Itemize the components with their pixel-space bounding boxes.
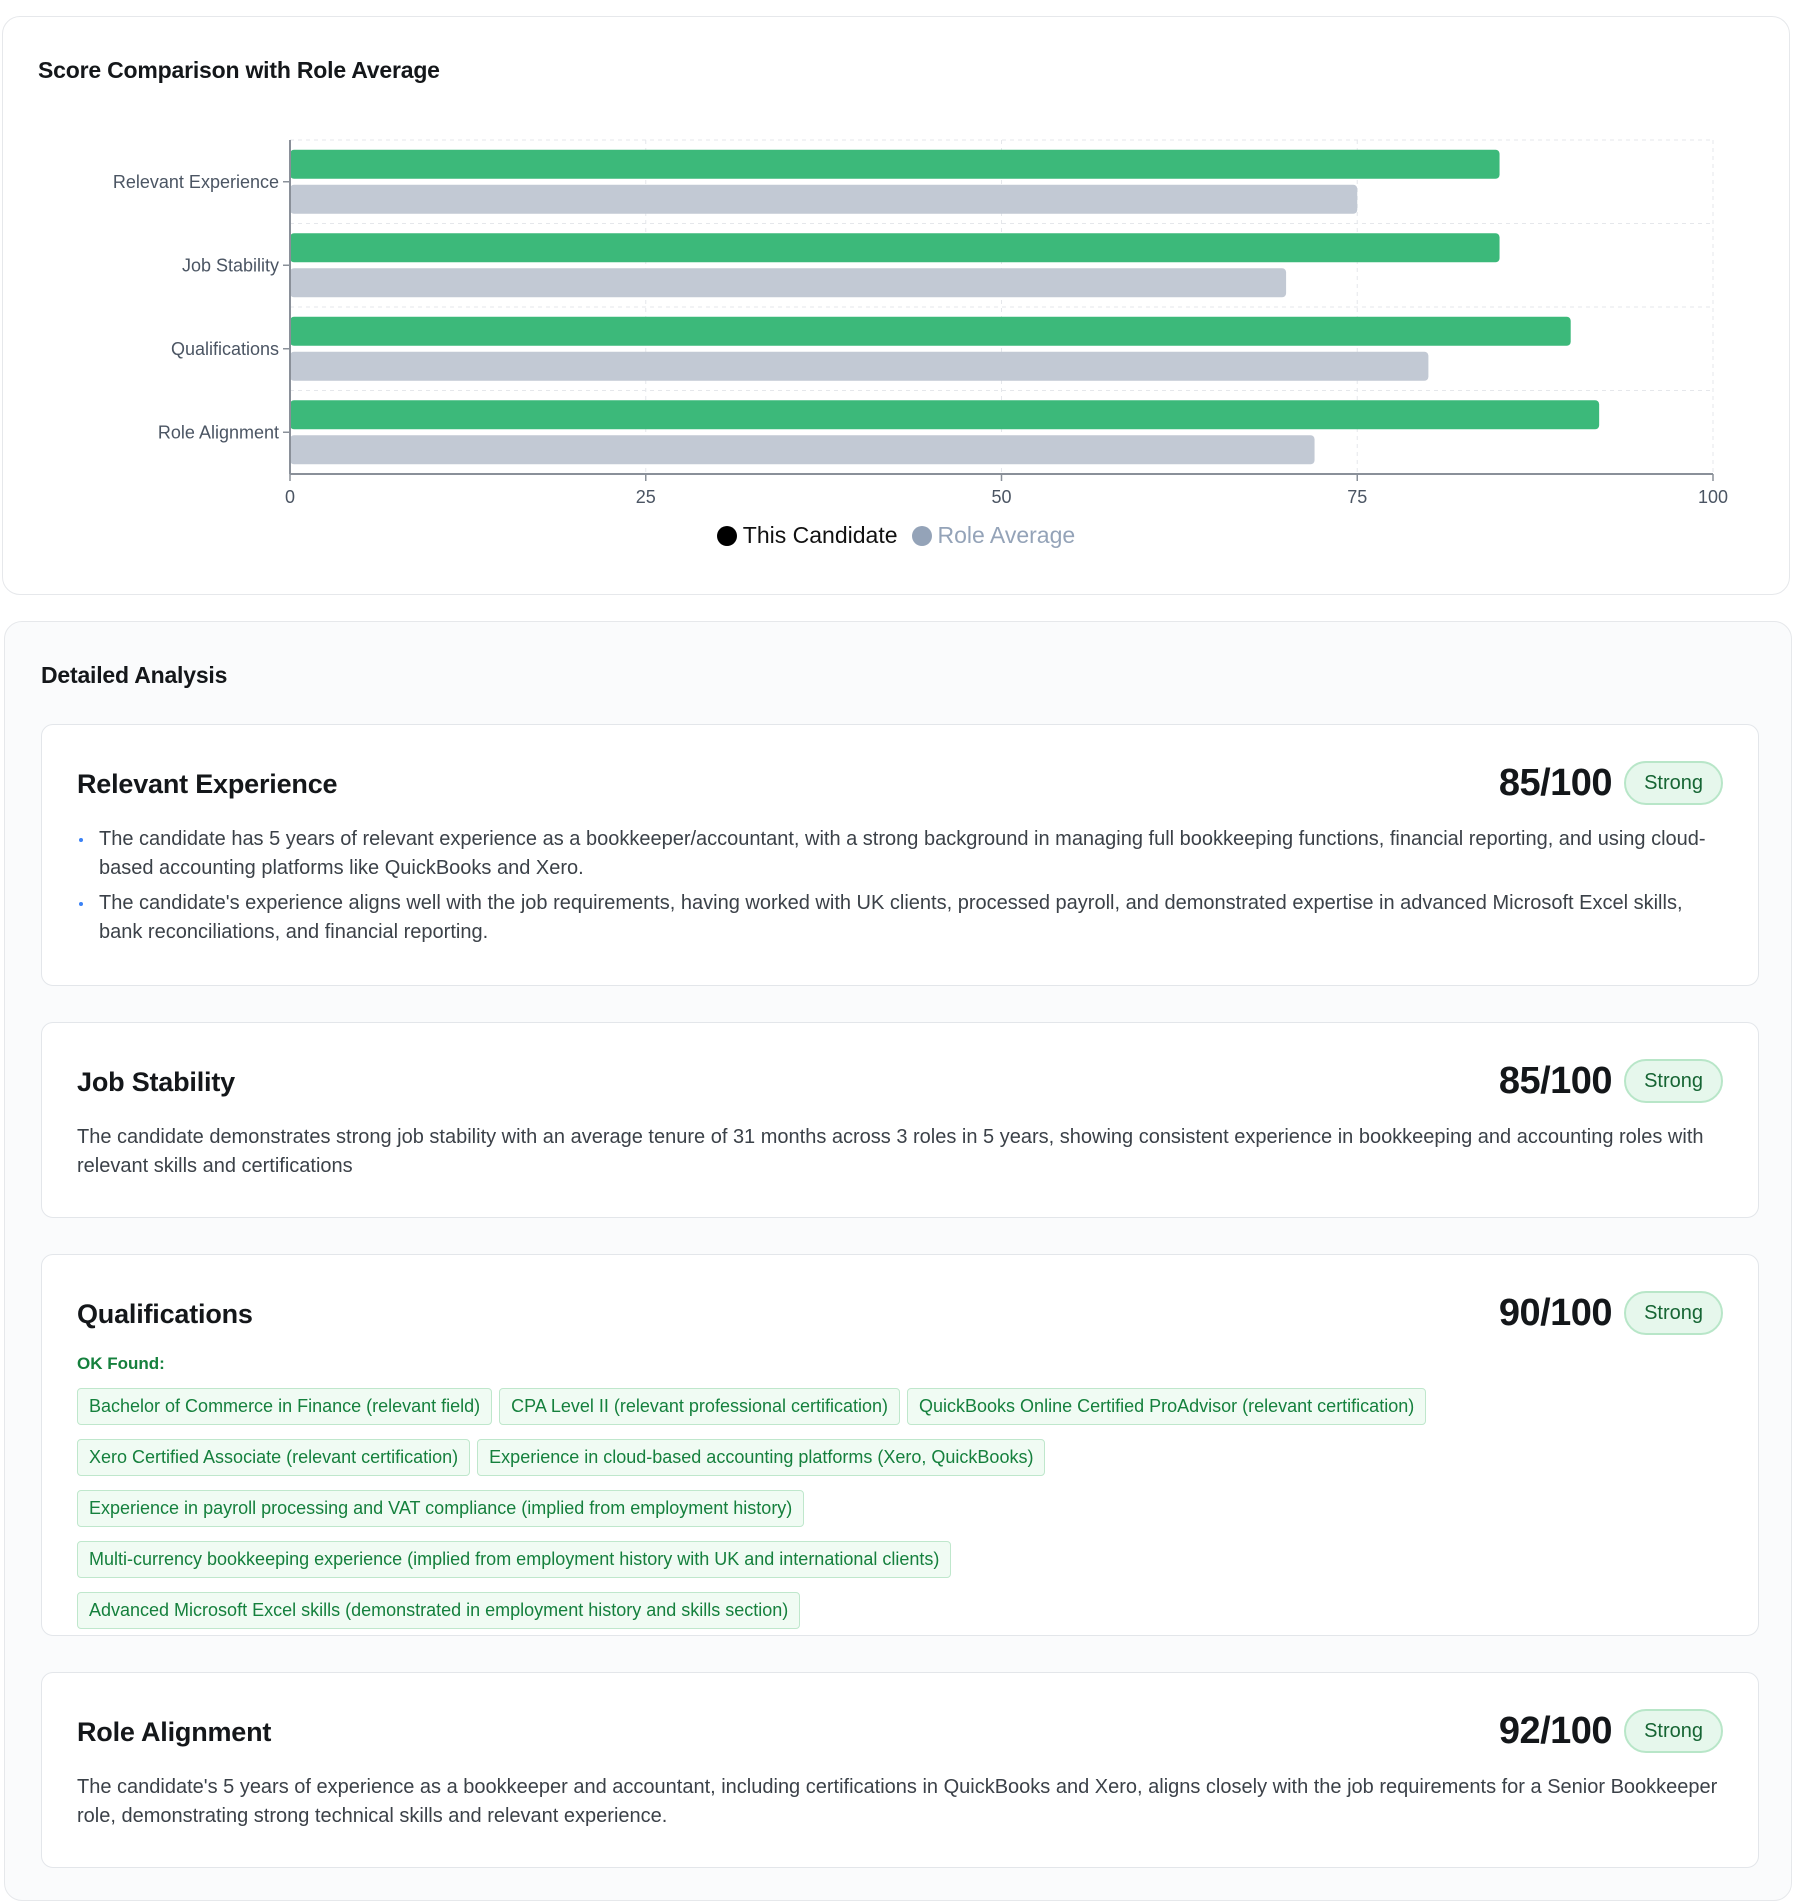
bar-role-average xyxy=(290,435,1315,464)
analysis-title: Detailed Analysis xyxy=(41,662,228,688)
section-text: The candidate's 5 years of experience as a bookkeeper and accountant, including certifications in QuickBooks and Xero, aligns closely with the job requirements for a Senior Bookkeeper role, demonstrating strong technical skills and relevant experience. xyxy=(77,1776,1718,1827)
detailed-analysis-card xyxy=(4,621,1792,1901)
qualification-tags xyxy=(77,1388,1497,1629)
legend-item-role-average[interactable] xyxy=(912,522,1076,549)
legend-label: Role Average xyxy=(937,522,1076,548)
section-qualifications xyxy=(41,1254,1759,1636)
section-score: 90/100 xyxy=(1498,1291,1613,1334)
bar-this-candidate xyxy=(290,400,1599,429)
section-role-alignment xyxy=(41,1672,1759,1868)
x-tick-label: 100 xyxy=(1697,487,1729,507)
y-tick-label: Relevant Experience xyxy=(112,171,279,192)
legend-dot-icon xyxy=(912,526,932,546)
score-comparison-card xyxy=(2,16,1790,595)
y-tick-label: Qualifications xyxy=(170,338,279,359)
status-badge: Strong xyxy=(1624,761,1723,805)
found-label: OK Found: xyxy=(77,1354,165,1373)
bar-this-candidate xyxy=(290,150,1500,179)
section-score: 85/100 xyxy=(1498,761,1613,804)
qualification-tag: Advanced Microsoft Excel skills (demonstrated in employment history and skills section) xyxy=(77,1592,800,1629)
score-bar-chart xyxy=(3,17,1791,596)
qualification-tag: QuickBooks Online Certified ProAdvisor (relevant certification) xyxy=(907,1388,1426,1425)
section-title: Qualifications xyxy=(77,1299,253,1329)
status-badge: Strong xyxy=(1624,1059,1723,1103)
qualification-tag: Experience in payroll processing and VAT compliance (implied from employment history) xyxy=(77,1490,804,1527)
x-tick-label: 25 xyxy=(635,487,656,507)
section-title: Relevant Experience xyxy=(77,769,338,799)
section-score: 92/100 xyxy=(1498,1709,1613,1752)
qualification-tag: Xero Certified Associate (relevant certification) xyxy=(77,1439,470,1476)
legend-label: This Candidate xyxy=(742,522,898,548)
qualification-tag: Experience in cloud-based accounting platforms (Xero, QuickBooks) xyxy=(477,1439,1045,1476)
list-item: The candidate's experience aligns well with the job requirements, having worked with UK clients, processed payroll, and demonstrated expertise in advanced Microsoft Excel skills, bank reconciliations, and financial reporting. xyxy=(77,889,1723,947)
chart-legend xyxy=(3,522,1789,549)
status-badge: Strong xyxy=(1624,1709,1723,1753)
bar-this-candidate xyxy=(290,233,1500,262)
x-tick-label: 50 xyxy=(991,487,1012,507)
y-tick-label: Role Alignment xyxy=(157,422,279,443)
bullet-list xyxy=(77,825,1723,947)
section-relevant-experience xyxy=(41,724,1759,986)
qualification-tag: CPA Level II (relevant professional certification) xyxy=(499,1388,900,1425)
bar-role-average xyxy=(290,352,1428,381)
bar-role-average xyxy=(290,185,1357,214)
section-job-stability xyxy=(41,1022,1759,1218)
qualification-tag: Bachelor of Commerce in Finance (relevant field) xyxy=(77,1388,492,1425)
qualification-tag: Multi-currency bookkeeping experience (implied from employment history with UK and international clients) xyxy=(77,1541,951,1578)
section-title: Role Alignment xyxy=(77,1717,272,1747)
bar-this-candidate xyxy=(290,317,1571,346)
legend-item-this-candidate[interactable] xyxy=(717,522,898,549)
chart-title: Score Comparison with Role Average xyxy=(38,57,440,83)
status-badge: Strong xyxy=(1624,1291,1723,1335)
bar-role-average xyxy=(290,268,1286,297)
section-text: The candidate demonstrates strong job stability with an average tenure of 31 months across 3 roles in 5 years, showing consistent experience in bookkeeping and accounting roles with relevant skills and certifications xyxy=(77,1126,1704,1177)
x-tick-label: 0 xyxy=(284,487,296,507)
legend-dot-icon xyxy=(717,526,737,546)
list-item: The candidate has 5 years of relevant experience as a bookkeeper/accountant, with a strong background in managing full bookkeeping functions, financial reporting, and using cloud-based accounting platforms like QuickBooks and Xero. xyxy=(77,825,1723,883)
x-tick-label: 75 xyxy=(1347,487,1368,507)
y-tick-label: Job Stability xyxy=(181,255,279,276)
section-score: 85/100 xyxy=(1498,1059,1613,1102)
section-title: Job Stability xyxy=(77,1067,235,1097)
